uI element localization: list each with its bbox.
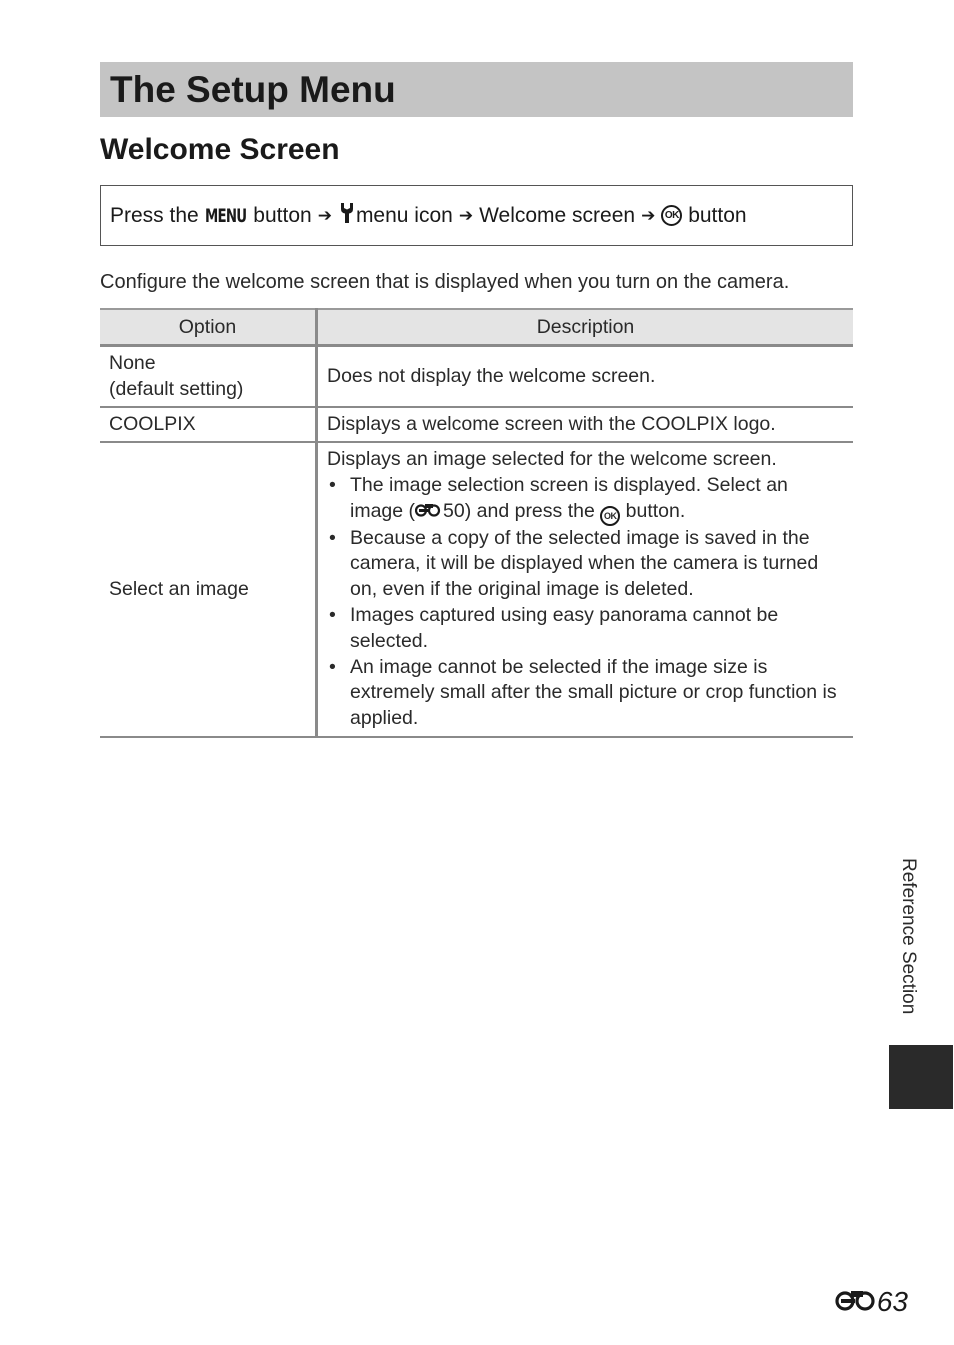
wrench-icon [340,202,354,230]
description-cell [317,442,854,737]
description-cell: Displays a welcome screen with the COOLPIX logo. [317,407,854,442]
list-item: • An image cannot be selected if the image size is extremely small after the small picture or crop function is applied. [327,655,844,732]
menu-key-label: MENU [204,204,246,227]
reference-e-icon [835,1286,875,1318]
options-table [100,308,853,738]
arrow-right-icon: ➔ [317,205,332,225]
side-section-label: Reference Section [898,858,919,1015]
header-option: Option [100,309,317,346]
nav-menu-icon-text: menu icon [355,203,453,227]
arrow-right-icon: ➔ [458,205,474,225]
menu-path-box [100,185,853,246]
intro-paragraph: Configure the welcome screen that is displayed when you turn on the camera. [100,271,790,293]
section-title: The Setup Menu [110,69,396,110]
option-default-note: (default setting) [109,377,244,400]
table-header-row [100,309,853,346]
nav-button-text-2: button [688,203,747,227]
option-cell [100,346,317,408]
list-item: • Images captured using easy panorama cannot be selected. [327,603,844,655]
table-row [100,346,853,408]
subsection-title: Welcome Screen [100,133,340,166]
table-row [100,442,853,737]
ok-button-icon: OK [600,506,620,526]
bullet-text: The image selection screen is displayed. Select an image ( [350,473,788,522]
header-description: Description [317,309,854,346]
option-cell: COOLPIX [100,407,317,442]
page-ref: 50 [443,499,465,522]
page-number [835,1286,908,1318]
list-item: • Because a copy of the selected image is saved in the camera, it will be displayed when the camera is turned on, even if the original image is deleted. [327,526,844,603]
description-cell: Does not display the welcome screen. [317,346,854,408]
nav-press-text: Press the [110,203,199,227]
side-tab-marker [889,1045,953,1109]
option-cell: Select an image [100,442,317,737]
nav-button-text: button [253,203,312,227]
page-number-text: 63 [876,1286,908,1317]
option-none: None [109,351,156,374]
ok-button-icon: OK [661,205,682,226]
arrow-right-icon: ➔ [641,205,656,225]
description-intro: Displays an image selected for the welcome screen. [327,448,777,470]
list-item [327,473,844,526]
table-row [100,407,853,442]
description-bullets [327,473,844,732]
section-title-banner [100,62,853,117]
nav-welcome-screen-text: Welcome screen [479,203,636,227]
bullet-text: button. [625,499,686,522]
bullet-text: ) and press the [464,499,595,522]
reference-e-icon [415,499,441,525]
